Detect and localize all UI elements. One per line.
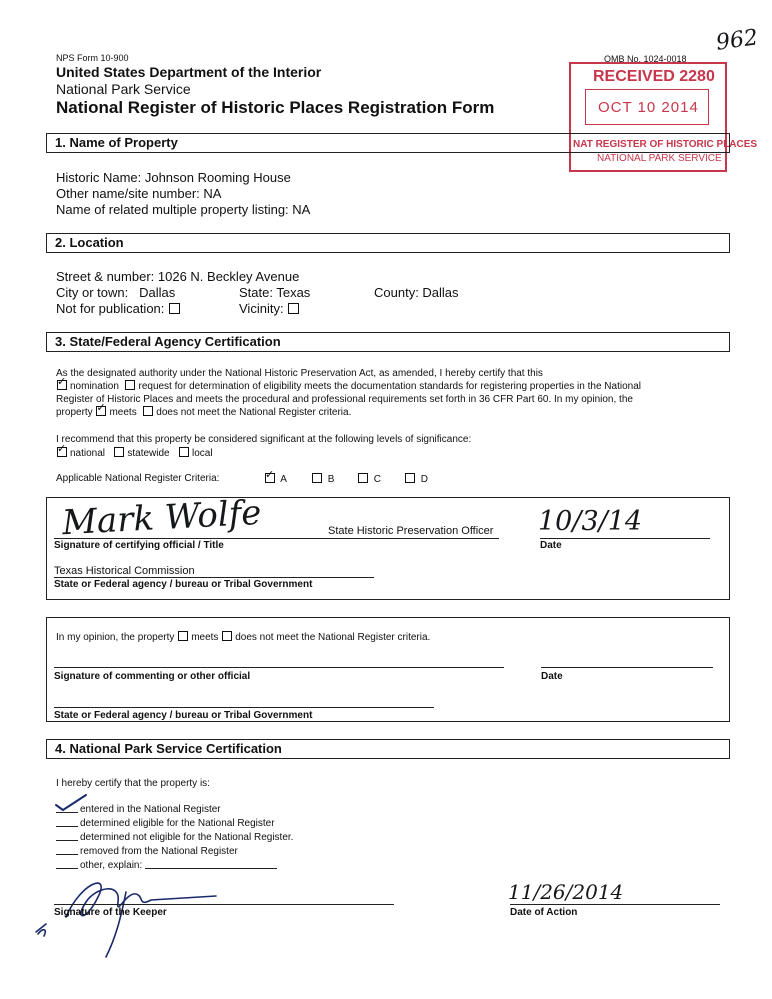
does-not-meet-checkbox[interactable] (143, 406, 153, 416)
property-label: property (56, 407, 93, 418)
shpo-signature-line (54, 538, 499, 539)
comment-opinion (56, 631, 430, 643)
keeper-date-line (510, 904, 720, 905)
criterion-b-label: B (327, 474, 335, 485)
historic-name: Historic Name: Johnson Rooming House (56, 170, 291, 185)
comment-signature-label: Signature of commenting or other official (54, 671, 251, 682)
handwritten-number: 962 (714, 25, 760, 56)
department-name: United States Department of the Interior (56, 64, 322, 80)
criterion-c-checkbox[interactable] (358, 473, 368, 483)
stamp-date: OCT 10 2014 (598, 99, 699, 116)
level-national: national (70, 448, 106, 459)
keeper-signature-line (54, 904, 394, 905)
nps-option-removed (56, 844, 293, 858)
nomination-checkbox[interactable] (57, 380, 67, 390)
not-for-publication (56, 301, 183, 316)
not-eligible-blank[interactable] (56, 830, 78, 841)
keeper-signature-label: Signature of the Keeper (54, 907, 167, 918)
certify-text: I hereby certify that the property is: (56, 778, 210, 789)
cert-line2 (56, 380, 736, 393)
nps-option-not-eligible (56, 830, 293, 844)
recommend-text: I recommend that this property be considered significant at the following levels of significance: (56, 434, 472, 445)
omb-number: OMB No. 1024-0018 (604, 54, 687, 64)
vicinity-checkbox[interactable] (288, 303, 299, 314)
shpo-agency: Texas Historical Commission (54, 565, 195, 577)
shpo-signature-label: Signature of certifying official / Title (54, 540, 224, 551)
criterion-c (357, 473, 381, 485)
option-eligible-label: determined eligible for the National Register (80, 818, 275, 829)
comment-meets-label: meets (191, 632, 219, 643)
entered-checkmark-icon (54, 793, 88, 813)
shpo-agency-label: State or Federal agency / bureau or Tribal Government (54, 579, 313, 590)
service-name: National Park Service (56, 81, 191, 97)
city-town: City or town: Dallas (56, 285, 176, 300)
stamp-line1: NAT REGISTER OF HISTORIC PLACES (573, 139, 758, 150)
criterion-b (311, 473, 334, 485)
request-checkbox[interactable] (125, 380, 135, 390)
criteria-label: Applicable National Register Criteria: (56, 473, 220, 484)
criterion-a-label: A (280, 474, 287, 485)
cert-line1: As the designated authority under the National Historic Preservation Act, as amended, I hereby certify that this (56, 368, 543, 379)
shpo-title: State Historic Preservation Officer (328, 525, 494, 537)
street-number: Street & number: 1026 N. Beckley Avenue (56, 269, 300, 284)
shpo-agency-line (54, 577, 374, 578)
nps-option-entered (56, 802, 293, 816)
comment-does-not-meet-checkbox[interactable] (222, 631, 232, 641)
comment-date-line (541, 667, 713, 668)
section3-heading: 3. State/Federal Agency Certification (46, 332, 730, 352)
section1-heading: 1. Name of Property (46, 133, 730, 153)
cert-line4 (56, 406, 736, 419)
criterion-d-checkbox[interactable] (405, 473, 415, 483)
comment-agency-label: State or Federal agency / bureau or Tribal Government (54, 710, 313, 721)
removed-blank[interactable] (56, 844, 78, 855)
comment-signature-line (54, 667, 504, 668)
section4-heading: 4. National Park Service Certification (46, 739, 730, 759)
other-name: Other name/site number: NA (56, 186, 222, 201)
criterion-c-label: C (373, 474, 382, 485)
criterion-d (404, 473, 428, 485)
vicinity-label: Vicinity: (239, 301, 284, 316)
vicinity (239, 301, 302, 316)
comment-does-not-meet-label: does not meet the National Register criteria. (235, 632, 431, 643)
nomination-label: nomination (70, 381, 119, 392)
county: County: Dallas (374, 285, 459, 300)
option-entered-label: entered in the National Register (80, 804, 221, 815)
stamp-date-box (585, 89, 709, 125)
comment-agency-line (54, 707, 434, 708)
option-other-label: other, explain: (80, 860, 143, 871)
significance-levels (56, 447, 213, 459)
keeper-date-value: 11/26/2014 (508, 880, 624, 904)
level-statewide: statewide (127, 448, 170, 459)
received-stamp (569, 62, 758, 172)
not-for-publication-label: Not for publication: (56, 301, 165, 316)
meets-checkbox[interactable] (96, 406, 106, 416)
request-label: request for determination of eligibility meets the documentation standards for registering properties in the National (138, 381, 641, 392)
does-not-meet-label: does not meet the National Register criteria. (156, 407, 352, 418)
shpo-date-line (540, 538, 710, 539)
nps-option-eligible (56, 816, 293, 830)
option-removed-label: removed from the National Register (80, 846, 238, 857)
stamp-received: RECEIVED 2280 (593, 68, 715, 85)
level-local: local (191, 448, 213, 459)
shpo-signature: Mark Wolfe (61, 492, 263, 544)
shpo-date-value: 10/3/14 (538, 506, 643, 537)
meets-label: meets (109, 407, 137, 418)
criterion-d-label: D (420, 474, 429, 485)
national-checkbox[interactable] (57, 447, 67, 457)
state: State: Texas (239, 285, 311, 300)
keeper-date-label: Date of Action (510, 907, 578, 918)
form-title: National Register of Historic Places Registration Form (56, 98, 495, 117)
criterion-b-checkbox[interactable] (312, 473, 322, 483)
option-not-eligible-label: determined not eligible for the National Register. (80, 832, 294, 843)
criterion-a-checkbox[interactable] (265, 473, 275, 483)
eligible-blank[interactable] (56, 816, 78, 827)
certification-paragraph (56, 367, 736, 419)
cert-line3: Register of Historic Places and meets the procedural and professional requirements set forth in 36 CFR Part 60. In my opinion, the (56, 394, 633, 405)
comment-opinion-prefix: In my opinion, the property (56, 632, 175, 643)
statewide-checkbox[interactable] (114, 447, 124, 457)
shpo-date-label: Date (540, 540, 562, 551)
local-checkbox[interactable] (179, 447, 189, 457)
comment-date-label: Date (541, 671, 563, 682)
not-for-publication-checkbox[interactable] (169, 303, 180, 314)
stamp-line2: NATIONAL PARK SERVICE (597, 153, 722, 164)
comment-meets-checkbox[interactable] (178, 631, 188, 641)
form-number: NPS Form 10-900 (56, 53, 129, 63)
criterion-a (264, 473, 287, 485)
related-listing: Name of related multiple property listing: NA (56, 202, 311, 217)
section2-heading: 2. Location (46, 233, 730, 253)
